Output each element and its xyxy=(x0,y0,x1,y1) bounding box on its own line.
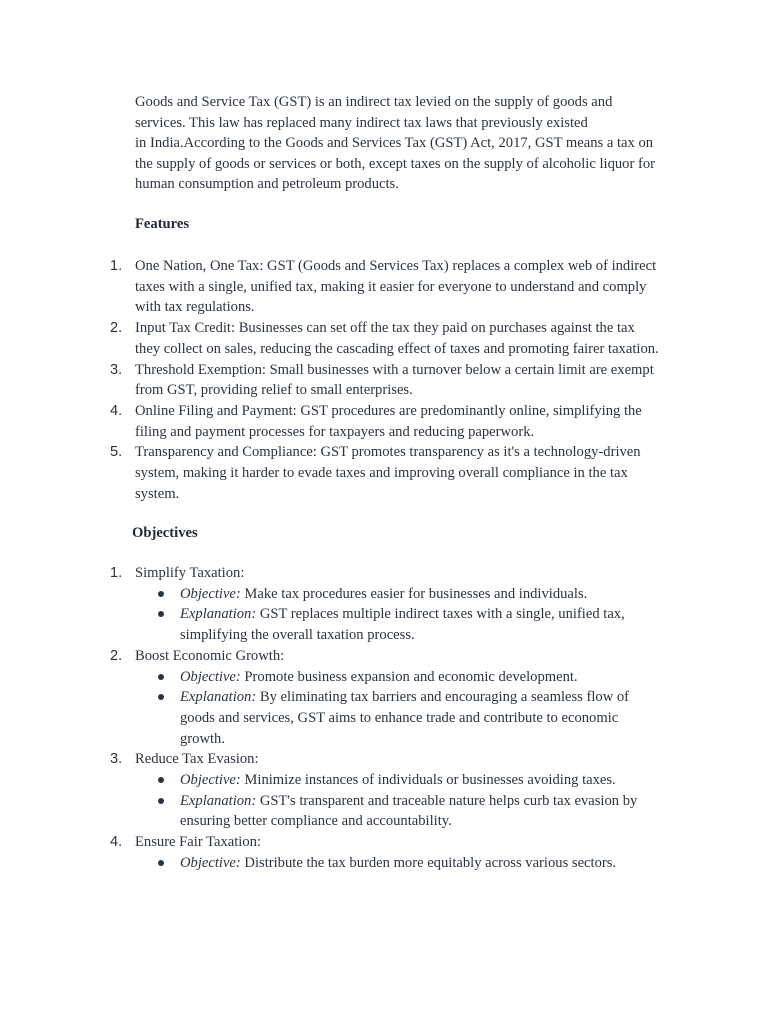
feature-text-line: Online Filing and Payment: GST procedures are predominantly online, simplifying the xyxy=(135,402,642,419)
feature-text-line: from GST, providing relief to small enterprises. xyxy=(135,382,413,399)
bullet-text: Promote business expansion and economic development. xyxy=(240,668,578,685)
intro-paragraph xyxy=(135,92,680,195)
feature-text-line: taxes with a single, unified tax, making it easier for everyone to understand and comply xyxy=(135,278,647,295)
bullet-term: Explanation: xyxy=(180,689,257,706)
bullet-text: Minimize instances of individuals or businesses avoiding taxes. xyxy=(240,772,616,789)
objective-bullets xyxy=(135,584,700,646)
bullet-text-line: ensuring better compliance and accountability. xyxy=(180,813,452,830)
bullet-dot-icon xyxy=(158,860,164,866)
bullet-item xyxy=(135,770,700,791)
bullet-text-line: goods and services, GST aims to enhance trade and contribute to economic xyxy=(180,709,619,726)
intro-line: the supply of goods or services or both, except taxes on the supply of alcoholic liquor for xyxy=(135,155,655,172)
list-number: 1. xyxy=(110,258,123,274)
bullet-item xyxy=(135,791,700,832)
bullet-text-line xyxy=(180,791,700,812)
objective-bullets xyxy=(135,770,700,832)
bullet-text-line xyxy=(180,584,700,605)
objective-item xyxy=(100,749,700,832)
bullet-term: Objective: xyxy=(180,772,241,789)
bullet-term: Objective: xyxy=(180,585,241,602)
list-number: 1. xyxy=(110,565,123,581)
feature-text-line: Input Tax Credit: Businesses can set off the tax they paid on purchases against the tax xyxy=(135,320,635,337)
bullet-term: Explanation: xyxy=(180,792,257,809)
bullet-text-line xyxy=(180,770,700,791)
feature-text-line: One Nation, One Tax: GST (Goods and Services Tax) replaces a complex web of indirect xyxy=(135,258,657,274)
bullet-item xyxy=(135,584,700,605)
feature-item xyxy=(100,318,700,359)
intro-line: services. This law has replaced many indirect tax laws that previously existed xyxy=(135,114,588,131)
objectives-list xyxy=(100,563,700,874)
bullet-text: Make tax procedures easier for businesses and individuals. xyxy=(240,585,588,602)
feature-text-line: Transparency and Compliance: GST promotes transparency as it's a technology-driven xyxy=(135,444,641,461)
features-list xyxy=(100,256,700,504)
feature-item xyxy=(100,256,700,318)
list-number: 4. xyxy=(110,834,123,851)
feature-item xyxy=(100,360,700,401)
bullet-dot-icon xyxy=(158,591,164,597)
objective-bullets xyxy=(135,853,700,874)
feature-text-line: they collect on sales, reducing the cascading effect of taxes and promoting fairer taxation. xyxy=(135,340,659,357)
intro-line: human consumption and petroleum products. xyxy=(135,176,399,193)
bullet-text-line xyxy=(180,687,700,708)
objective-item xyxy=(100,832,700,873)
objective-title: Reduce Tax Evasion: xyxy=(135,751,259,768)
bullet-item xyxy=(135,667,700,688)
bullet-text: Distribute the tax burden more equitably across various sectors. xyxy=(240,854,617,871)
list-number: 5. xyxy=(110,444,123,461)
feature-text-line: filing and payment processes for taxpayers and reducing paperwork. xyxy=(135,423,535,440)
features-heading: Features xyxy=(135,216,190,232)
feature-item xyxy=(100,401,700,442)
intro-line: Goods and Service Tax (GST) is an indirect tax levied on the supply of goods and xyxy=(135,94,613,110)
list-number: 2. xyxy=(110,320,123,337)
list-number: 4. xyxy=(110,402,123,419)
feature-text-line: system, making it harder to evade taxes and improving overall compliance in the tax xyxy=(135,465,628,482)
bullet-dot-icon xyxy=(158,611,164,617)
bullet-text-line: simplifying the overall taxation process. xyxy=(180,627,415,644)
objective-title: Simplify Taxation: xyxy=(135,565,245,581)
bullet-dot-icon xyxy=(158,777,164,783)
list-number: 3. xyxy=(110,361,123,378)
bullet-item xyxy=(135,604,700,645)
bullet-text-line xyxy=(180,853,700,874)
objective-title: Ensure Fair Taxation: xyxy=(135,834,261,851)
objectives-heading: Objectives xyxy=(132,525,198,541)
bullet-item xyxy=(135,853,700,874)
bullet-text: GST's transparent and traceable nature helps curb tax evasion by xyxy=(256,792,638,809)
list-number: 2. xyxy=(110,647,123,664)
objective-title: Boost Economic Growth: xyxy=(135,647,285,664)
bullet-term: Explanation: xyxy=(180,606,257,623)
feature-text-line: system. xyxy=(135,485,180,502)
objective-item xyxy=(100,563,700,646)
bullet-text: GST replaces multiple indirect taxes with a single, unified tax, xyxy=(256,606,625,623)
feature-item xyxy=(100,442,700,504)
bullet-text: By eliminating tax barriers and encouraging a seamless flow of xyxy=(256,689,630,706)
feature-text-line: with tax regulations. xyxy=(135,299,255,316)
list-number: 3. xyxy=(110,751,123,768)
bullet-text-line: growth. xyxy=(180,730,225,747)
bullet-item xyxy=(135,687,700,749)
bullet-text-line xyxy=(180,667,700,688)
intro-line: in India.According to the Goods and Services Tax (GST) Act, 2017, GST means a tax on xyxy=(135,135,654,152)
bullet-dot-icon xyxy=(158,674,164,680)
objective-bullets xyxy=(135,667,700,750)
bullet-term: Objective: xyxy=(180,668,241,685)
bullet-dot-icon xyxy=(158,694,164,700)
bullet-term: Objective: xyxy=(180,854,241,871)
bullet-dot-icon xyxy=(158,798,164,804)
objective-item xyxy=(100,646,700,750)
bullet-text-line xyxy=(180,604,700,625)
feature-text-line: Threshold Exemption: Small businesses with a turnover below a certain limit are exempt xyxy=(135,361,654,378)
